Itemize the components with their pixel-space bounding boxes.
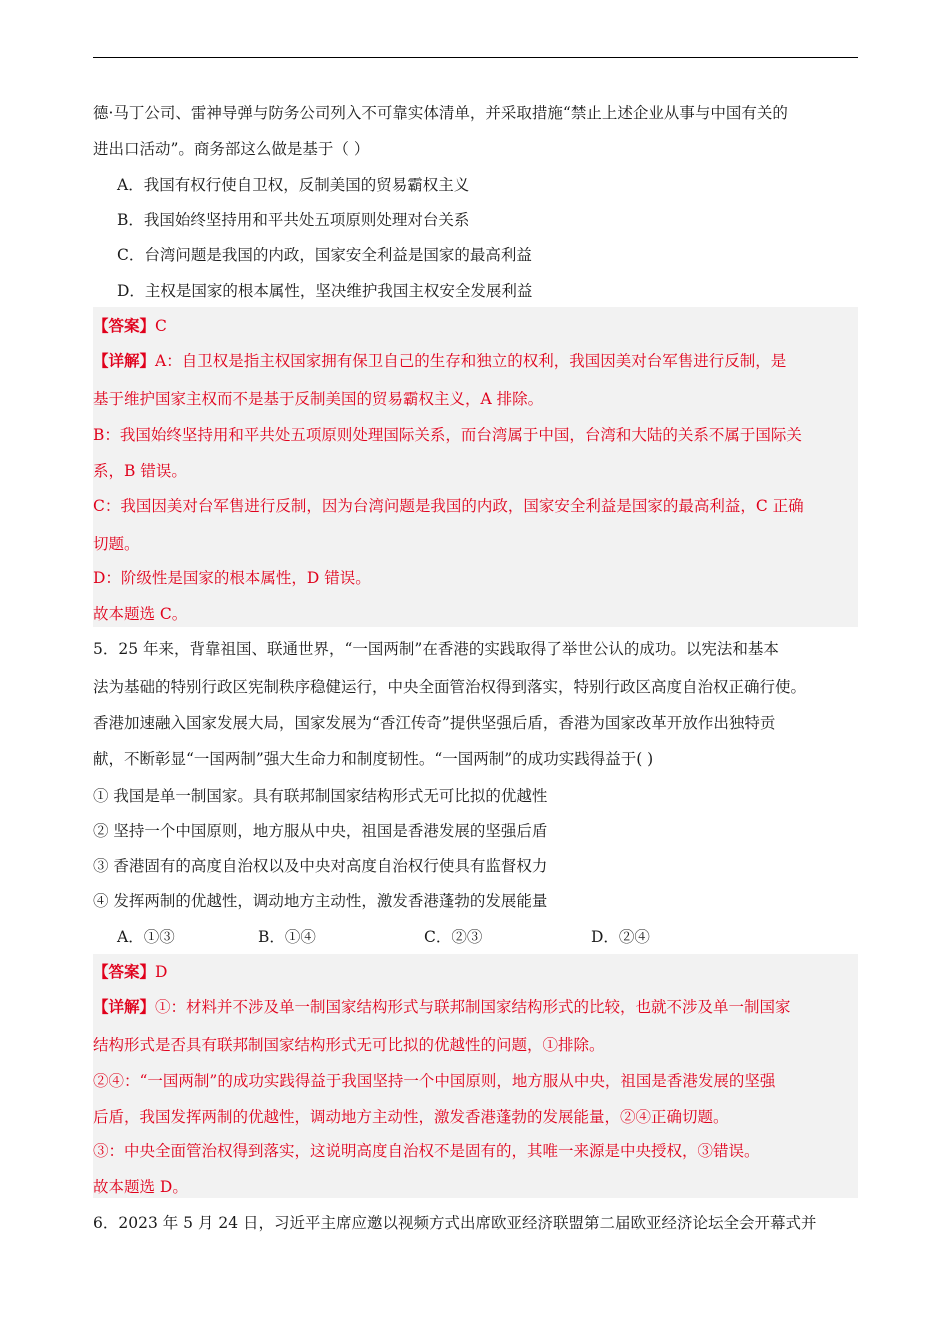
q4-option-b: B．我国始终坚持用和平共处五项原则处理对台关系 [117, 211, 470, 229]
q4-option-c: C．台湾问题是我国的内政，国家安全利益是国家的最高利益 [117, 246, 532, 264]
q4-detail-line-3: B：我国始终坚持用和平共处五项原则处理国际关系，而台湾属于中国，台湾和大陆的关系不属于国际关 [93, 426, 802, 444]
q5-statement-1: ① 我国是单一制国家。具有联邦制国家结构形式无可比拟的优越性 [93, 787, 548, 805]
q4-detail-line-7: D：阶级性是国家的根本属性，D 错误。 [93, 569, 371, 587]
q5-detail-line-3: ②④：“一国两制”的成功实践得益于我国坚持一个中国原则，地方服从中央，祖国是香港发展的坚强 [93, 1072, 776, 1090]
q5-stem-line-3: 香港加速融入国家发展大局，国家发展为“香江传奇”提供坚强后盾，香港为国家改革开放作出独特贡 [93, 714, 776, 732]
q5-stem-line-1: 5．25 年来，背靠祖国、联通世界，“一国两制”在香港的实践取得了举世公认的成功。以宪法和基本 [93, 640, 779, 658]
q5-option-d: D．②④ [591, 928, 650, 946]
q5-options-row [93, 926, 858, 948]
q5-detail-line-4: 后盾，我国发挥两制的优越性，调动地方主动性，激发香港蓬勃的发展能量，②④正确切题。 [93, 1108, 729, 1126]
q5-statement-2: ② 坚持一个中国原则，地方服从中央，祖国是香港发展的坚强后盾 [93, 822, 548, 840]
q4-stem-line-1: 德·马丁公司、雷神导弹与防务公司列入不可靠实体清单，并采取措施“禁止上述企业从事与中国有关的 [93, 104, 788, 122]
q5-answer-line [93, 961, 858, 983]
q4-detail-line-5: C：我国因美对台军售进行反制，因为台湾问题是我国的内政，国家安全利益是国家的最高利益，C 正确 [93, 497, 804, 515]
q6-stem-line-1: 6．2023 年 5 月 24 日，习近平主席应邀以视频方式出席欧亚经济联盟第二届欧亚经济论坛全会开幕式并 [93, 1214, 817, 1232]
q4-conclusion: 故本题选 C。 [93, 605, 188, 623]
q4-answer-line [93, 315, 858, 337]
q4-option-a: A．我国有权行使自卫权，反制美国的贸易霸权主义 [117, 176, 470, 194]
q5-conclusion: 故本题选 D。 [93, 1178, 188, 1196]
q5-statement-3: ③ 香港固有的高度自治权以及中央对高度自治权行使具有监督权力 [93, 857, 548, 875]
q5-answer-tag: 【答案】 [93, 962, 156, 981]
q5-stem-line-4: 献，不断彰显“一国两制”强大生命力和制度韧性。“一国两制”的成功实践得益于( ) [93, 750, 654, 768]
q5-option-b: B．①④ [258, 928, 316, 946]
q5-option-a: A．①③ [117, 928, 175, 946]
q4-detail-line-6: 切题。 [93, 535, 140, 553]
q4-detail-line-4: 系，B 错误。 [93, 462, 187, 480]
q4-detail-line-1: 【详解】A：自卫权是指主权国家拥有保卫自己的生存和独立的权利，我国因美对台军售进行反制，是 [93, 351, 787, 370]
q5-detail-tag: 【详解】 [93, 997, 156, 1016]
q5-detail-line-5: ③：中央全面管治权得到落实，这说明高度自治权不是固有的，其唯一来源是中央授权，③错误。 [93, 1142, 760, 1160]
q5-statement-4: ④ 发挥两制的优越性，调动地方主动性，激发香港蓬勃的发展能量 [93, 892, 548, 910]
header-rule [93, 57, 858, 58]
q5-option-c: C．②③ [424, 928, 483, 946]
q4-option-d: D．主权是国家的根本属性，坚决维护我国主权安全发展利益 [117, 282, 533, 300]
q4-answer-value: C [155, 317, 167, 335]
q5-answer-value: D [155, 963, 168, 981]
q4-detail-line-2: 基于维护国家主权而不是基于反制美国的贸易霸权主义，A 排除。 [93, 390, 544, 408]
q4-stem-line-2: 进出口活动”。商务部这么做是基于（ ） [93, 140, 370, 158]
q5-detail-line-1: 【详解】①：材料并不涉及单一制国家结构形式与联邦制国家结构形式的比较，也就不涉及单一制国家 [93, 997, 791, 1016]
q5-detail-line-2: 结构形式是否具有联邦制国家结构形式无可比拟的优越性的问题，①排除。 [93, 1036, 605, 1054]
q5-stem-line-2: 法为基础的特别行政区宪制秩序稳健运行，中央全面管治权得到落实，特别行政区高度自治权正确行使。 [93, 678, 807, 696]
q4-answer-tag: 【答案】 [93, 316, 156, 335]
q4-detail-tag: 【详解】 [93, 351, 156, 370]
